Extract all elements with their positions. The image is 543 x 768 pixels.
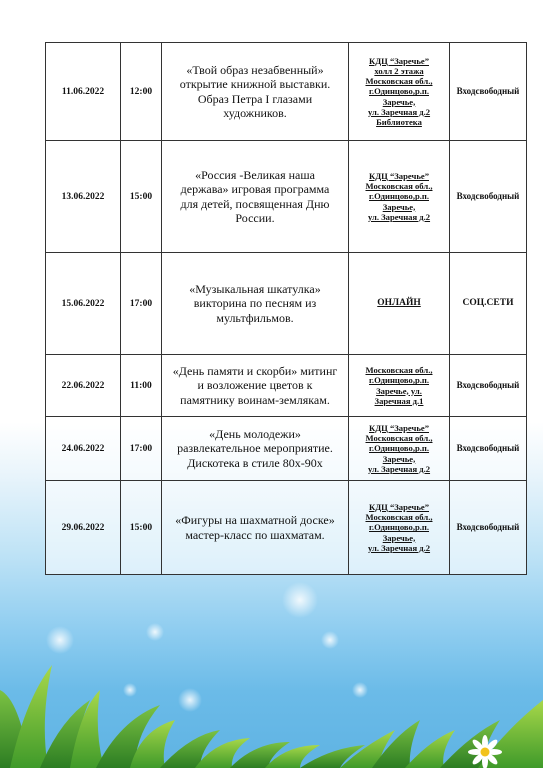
event-location-line: Московская обл., (365, 181, 433, 192)
event-description-line: мастер-класс по шахматам. (185, 527, 325, 542)
table-row (46, 481, 527, 575)
event-location (349, 481, 450, 575)
event-admission-line: Вход (456, 521, 476, 532)
event-location-line: г.Одинцово,р.п. (369, 522, 429, 533)
event-location-line: Заречье, (382, 96, 416, 107)
event-date: 11.06.2022 (46, 43, 121, 141)
event-description-line: мультфильмов. (216, 310, 294, 325)
event-description-line: для детей, посвященная Дню (180, 196, 330, 211)
event-description (162, 355, 349, 417)
event-location-line: КДЦ “Заречье” (369, 56, 429, 66)
event-admission-line: СОЦ.СЕТИ (462, 297, 514, 308)
event-location-line: Заречье, (382, 453, 416, 464)
event-location-line: Заречье, ул. (376, 385, 422, 396)
event-location-line: ул. Заречная д.2 (367, 463, 431, 474)
event-description-line: «День молодежи» (209, 427, 301, 442)
event-admission-line: Вход (456, 85, 476, 96)
event-admission (450, 141, 527, 253)
table-row (46, 141, 527, 253)
event-description (162, 141, 349, 253)
event-date: 29.06.2022 (46, 481, 121, 575)
event-description-line: художников. (223, 105, 287, 120)
event-admission (450, 355, 527, 417)
events-table (45, 42, 527, 575)
event-admission-line: свободный (475, 521, 520, 532)
event-admission-line: свободный (475, 442, 520, 453)
event-location-line: г.Одинцово,р.п. (369, 375, 429, 386)
event-location (349, 253, 450, 355)
event-description-line: Образ Петра I глазами (197, 91, 313, 106)
event-description-line: викторина по песням из (193, 296, 317, 311)
event-admission (450, 253, 527, 355)
table-row (46, 417, 527, 481)
event-description-line: «Твой образ незабвенный» (186, 63, 324, 78)
event-admission-line: свободный (475, 379, 520, 390)
event-description-line: «Россия -Великая наша (195, 168, 315, 183)
event-admission-line: Вход (456, 190, 476, 201)
event-location-line: ул. Заречная д.2 (367, 211, 431, 222)
event-location-line: Библиотека (376, 116, 422, 127)
event-description-line: «Фигуры на шахматной доске» (175, 513, 335, 528)
event-location-line: ОНЛАЙН (377, 297, 421, 308)
table-row (46, 253, 527, 355)
event-location-line: г.Одинцово,р.п. (369, 443, 429, 454)
event-location-line: Московская обл., (365, 433, 433, 444)
event-location-line: КДЦ “Заречье” (369, 423, 429, 434)
event-location-line: КДЦ “Заречье” (369, 502, 429, 513)
event-date: 24.06.2022 (46, 417, 121, 481)
event-location (349, 417, 450, 481)
table-row (46, 355, 527, 417)
events-schedule (45, 42, 520, 575)
event-location-line: ул. Заречная д.2 (367, 106, 431, 117)
event-description-line: памятнику воинам-землякам. (180, 392, 330, 407)
event-admission-line: свободный (475, 85, 520, 96)
event-admission (450, 43, 527, 141)
event-location-line: г.Одинцово,р.п. (369, 191, 429, 202)
event-time: 15:00 (121, 481, 162, 575)
bokeh-lights (46, 582, 368, 712)
event-description (162, 253, 349, 355)
event-location (349, 141, 450, 253)
event-time: 17:00 (121, 253, 162, 355)
event-location-line: холл 2 этажа (374, 66, 424, 77)
event-admission (450, 417, 527, 481)
event-admission-line: свободный (475, 190, 520, 201)
event-location-line: г.Одинцово,р.п. (369, 86, 429, 97)
event-description-line: и возложение цветов к (197, 378, 313, 393)
event-date: 22.06.2022 (46, 355, 121, 417)
event-description-line: России. (235, 210, 275, 225)
event-date: 15.06.2022 (46, 253, 121, 355)
event-location-line: КДЦ “Заречье” (369, 171, 429, 182)
event-time: 12:00 (121, 43, 162, 141)
event-description-line: Дискотека в стиле 80х-90х (187, 455, 323, 470)
event-location-line: Московская обл., (365, 76, 433, 87)
event-time: 17:00 (121, 417, 162, 481)
event-location-line: ул. Заречная д.2 (367, 542, 431, 553)
event-description-line: развлекательное мероприятие. (177, 441, 333, 456)
event-description (162, 417, 349, 481)
event-location-line: Заречье, (382, 532, 416, 543)
event-description-line: «Музыкальная шкатулка» (189, 282, 321, 297)
event-location-line: Заречье, (382, 201, 416, 212)
event-location-line: Московская обл., (365, 512, 433, 523)
event-description (162, 481, 349, 575)
event-location (349, 355, 450, 417)
grass-blades (0, 665, 543, 768)
event-description-line: открытие книжной выставки. (179, 77, 331, 92)
event-location-line: Московская обл., (365, 365, 433, 376)
event-admission-line: Вход (456, 379, 476, 390)
event-time: 15:00 (121, 141, 162, 253)
event-description-line: держава» игровая программа (180, 182, 330, 197)
event-time: 11:00 (121, 355, 162, 417)
event-location-line: Заречная д.1 (374, 395, 424, 406)
event-date: 13.06.2022 (46, 141, 121, 253)
event-admission (450, 481, 527, 575)
event-location (349, 43, 450, 141)
table-row (46, 43, 527, 141)
event-description-line: «День памяти и скорби» митинг (172, 364, 338, 379)
event-admission-line: Вход (456, 442, 476, 453)
event-description (162, 43, 349, 141)
